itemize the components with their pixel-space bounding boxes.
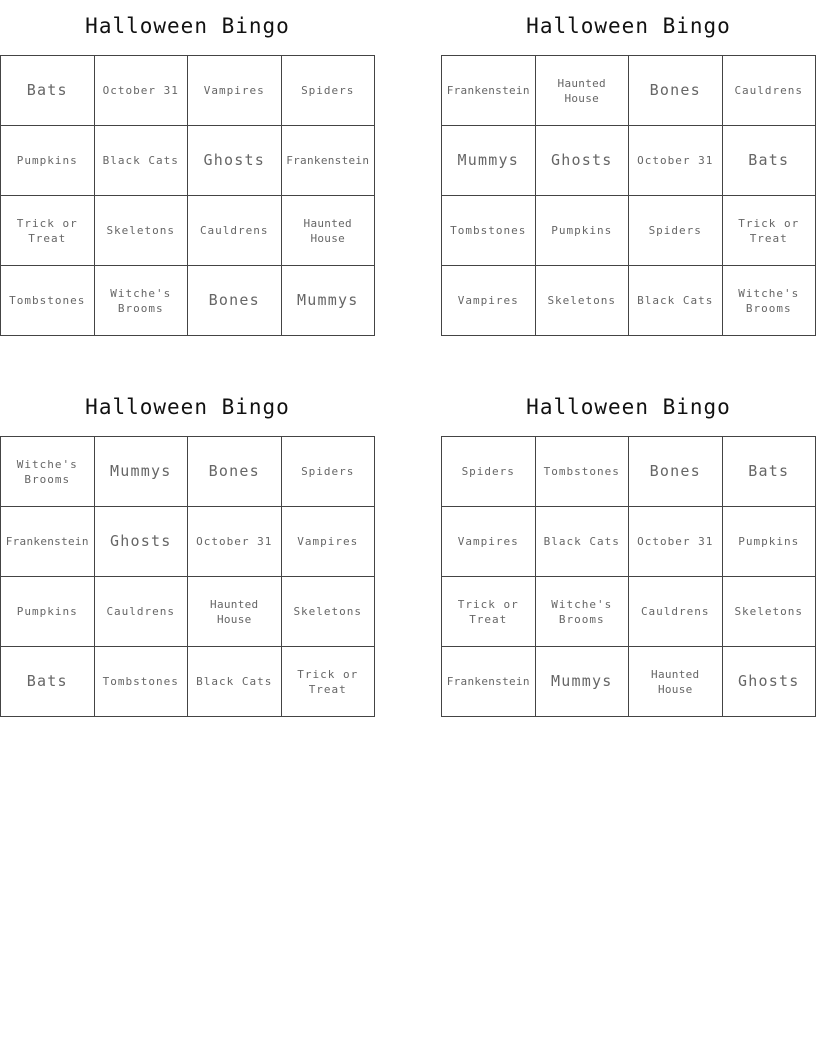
card-title-text: Halloween Bingo bbox=[85, 395, 290, 419]
bingo-cell: Pumpkins bbox=[536, 196, 630, 266]
bingo-cell: Witche's Brooms bbox=[723, 266, 816, 336]
bingo-grid bbox=[441, 436, 816, 717]
bingo-cell: October 31 bbox=[629, 507, 723, 577]
bingo-cell: Ghosts bbox=[723, 647, 816, 717]
bingo-card-1 bbox=[0, 0, 375, 336]
bingo-cell: Frankenstein bbox=[1, 507, 95, 577]
bingo-cell: Pumpkins bbox=[1, 577, 95, 647]
bingo-cell: Mummys bbox=[536, 647, 630, 717]
bingo-cell: Frankenstein bbox=[282, 126, 376, 196]
bingo-cell: Tombstones bbox=[95, 647, 189, 717]
bingo-cell: October 31 bbox=[629, 126, 723, 196]
bingo-cell: Haunted House bbox=[188, 577, 282, 647]
bingo-cell: Spiders bbox=[282, 56, 376, 126]
bingo-cell: Pumpkins bbox=[1, 126, 95, 196]
bingo-cell: Cauldrens bbox=[188, 196, 282, 266]
bingo-cell: Bats bbox=[723, 437, 816, 507]
bingo-cell: Frankenstein bbox=[442, 56, 536, 126]
bingo-cell: Spiders bbox=[442, 437, 536, 507]
bingo-cell: Mummys bbox=[442, 126, 536, 196]
card-title bbox=[441, 0, 816, 55]
bingo-cell: Trick or Treat bbox=[442, 577, 536, 647]
bingo-cell: Frankenstein bbox=[442, 647, 536, 717]
bingo-cell: Trick or Treat bbox=[1, 196, 95, 266]
card-title-text: Halloween Bingo bbox=[526, 395, 731, 419]
bingo-cell: Ghosts bbox=[536, 126, 630, 196]
bingo-cell: Bones bbox=[188, 437, 282, 507]
bingo-cell: Vampires bbox=[188, 56, 282, 126]
bingo-card-3 bbox=[0, 381, 375, 717]
bingo-cell: Black Cats bbox=[629, 266, 723, 336]
bingo-cell: October 31 bbox=[188, 507, 282, 577]
card-title-text: Halloween Bingo bbox=[526, 14, 731, 38]
bingo-cell: Pumpkins bbox=[723, 507, 816, 577]
bingo-cell: Haunted House bbox=[629, 647, 723, 717]
card-title bbox=[0, 381, 375, 436]
bingo-cell: Spiders bbox=[282, 437, 376, 507]
bingo-cell: Bats bbox=[723, 126, 816, 196]
bingo-cell: Trick or Treat bbox=[282, 647, 376, 717]
bingo-cell: Haunted House bbox=[536, 56, 630, 126]
bingo-cell: October 31 bbox=[95, 56, 189, 126]
bingo-cell: Tombstones bbox=[442, 196, 536, 266]
bingo-cell: Witche's Brooms bbox=[95, 266, 189, 336]
card-title bbox=[441, 381, 816, 436]
bingo-cell: Vampires bbox=[442, 266, 536, 336]
bingo-grid bbox=[441, 55, 816, 336]
bingo-cell: Skeletons bbox=[536, 266, 630, 336]
bingo-grid bbox=[0, 436, 375, 717]
bingo-cell: Skeletons bbox=[95, 196, 189, 266]
card-title bbox=[0, 0, 375, 55]
bingo-cell: Spiders bbox=[629, 196, 723, 266]
bingo-cell: Trick or Treat bbox=[723, 196, 816, 266]
bingo-cell: Black Cats bbox=[95, 126, 189, 196]
bingo-cell: Haunted House bbox=[282, 196, 376, 266]
bingo-cell: Tombstones bbox=[1, 266, 95, 336]
bingo-cell: Cauldrens bbox=[95, 577, 189, 647]
bingo-cell: Cauldrens bbox=[723, 56, 816, 126]
bingo-cell: Vampires bbox=[442, 507, 536, 577]
bingo-cell: Cauldrens bbox=[629, 577, 723, 647]
bingo-cell: Black Cats bbox=[188, 647, 282, 717]
bingo-card-2 bbox=[441, 0, 816, 336]
bingo-cell: Bats bbox=[1, 56, 95, 126]
bingo-cell: Mummys bbox=[282, 266, 376, 336]
bingo-cell: Bones bbox=[629, 437, 723, 507]
bingo-cell: Bats bbox=[1, 647, 95, 717]
card-title-text: Halloween Bingo bbox=[85, 14, 290, 38]
bingo-cell: Bones bbox=[188, 266, 282, 336]
bingo-cell: Mummys bbox=[95, 437, 189, 507]
bingo-card-4 bbox=[441, 381, 816, 717]
bingo-cell: Tombstones bbox=[536, 437, 630, 507]
bingo-cell: Vampires bbox=[282, 507, 376, 577]
bingo-grid bbox=[0, 55, 375, 336]
bingo-cell: Ghosts bbox=[95, 507, 189, 577]
bingo-cell: Black Cats bbox=[536, 507, 630, 577]
bingo-cell: Skeletons bbox=[282, 577, 376, 647]
bingo-cell: Ghosts bbox=[188, 126, 282, 196]
bingo-cell: Witche's Brooms bbox=[1, 437, 95, 507]
bingo-cell: Skeletons bbox=[723, 577, 816, 647]
bingo-cell: Bones bbox=[629, 56, 723, 126]
bingo-cell: Witche's Brooms bbox=[536, 577, 630, 647]
